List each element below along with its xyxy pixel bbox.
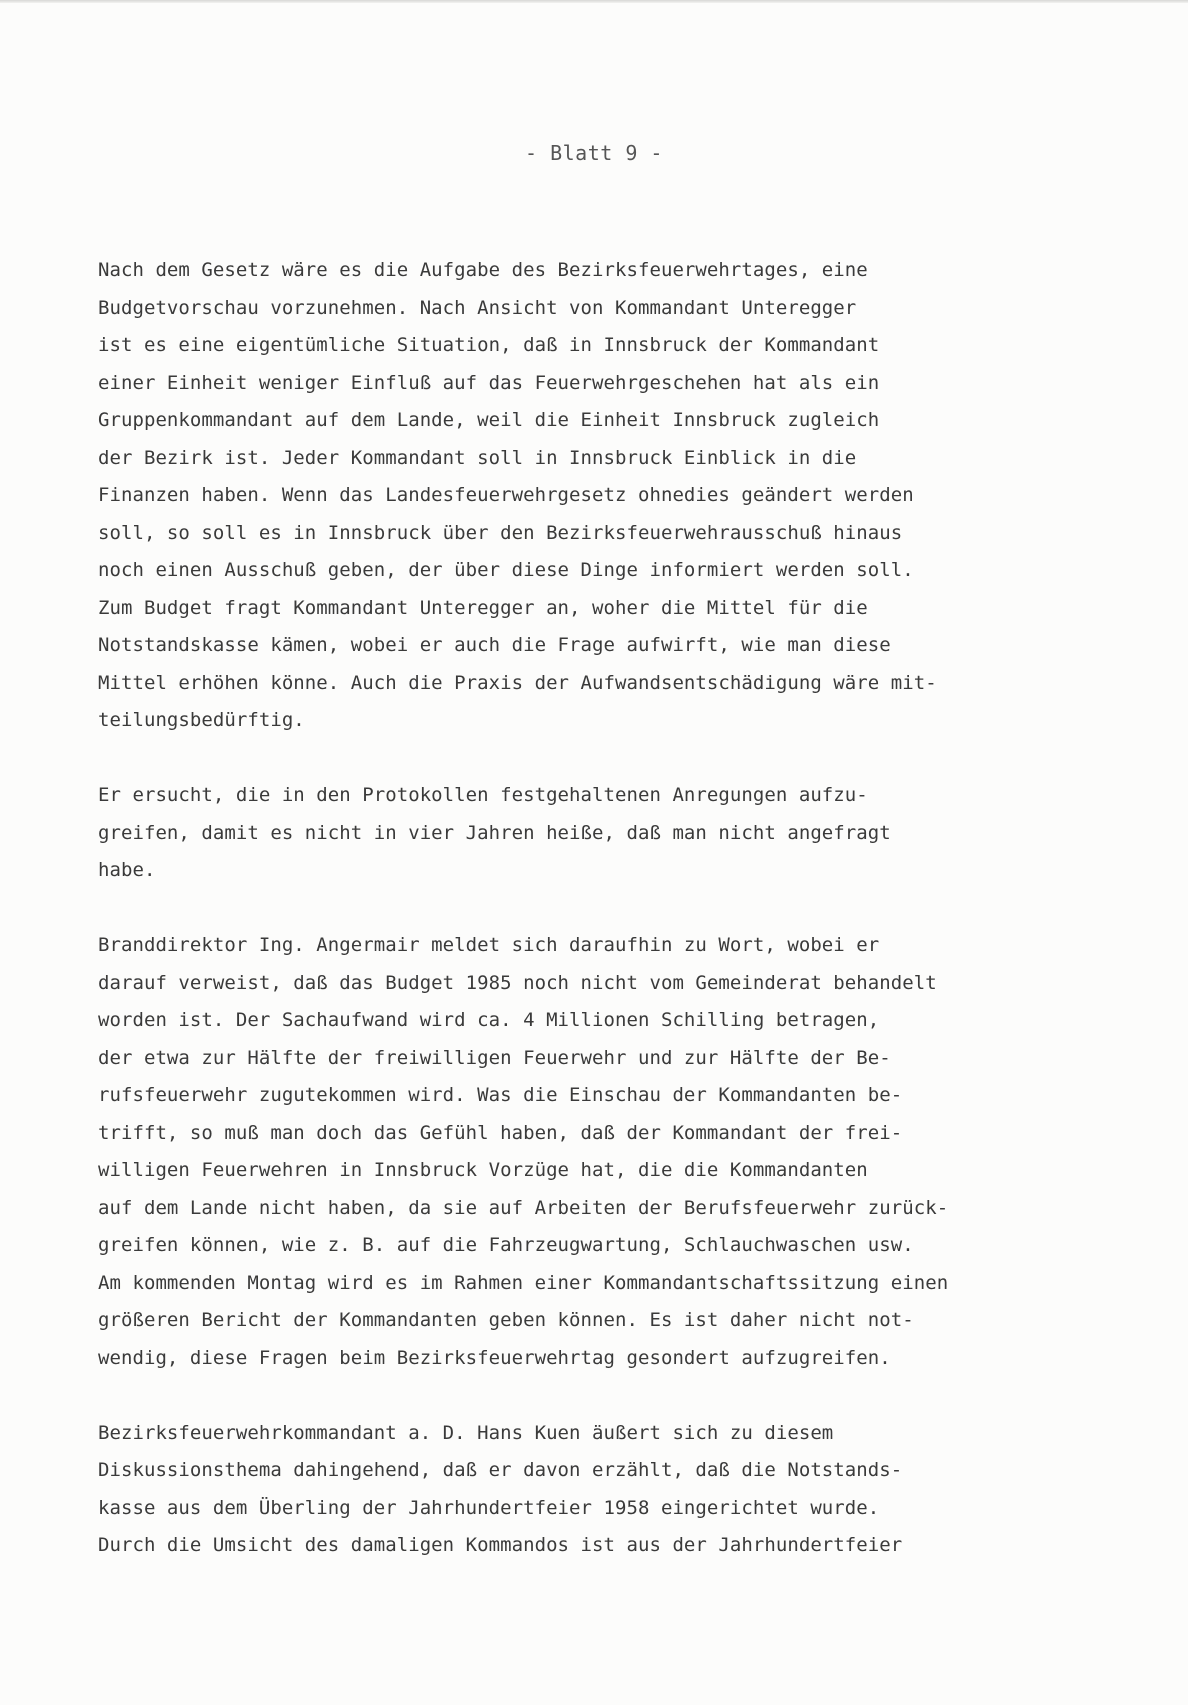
text-line: noch einen Ausschuß geben, der über diese Dinge informiert werden soll. [98,559,914,581]
text-line: Gruppenkommandant auf dem Lande, weil die Einheit Innsbruck zugleich [98,409,880,431]
text-line: Branddirektor Ing. Angermair meldet sich daraufhin zu Wort, wobei er [98,934,880,956]
text-line: Zum Budget fragt Kommandant Unteregger an, woher die Mittel für die [98,596,868,619]
text-line: Diskussionsthema dahingehend, daß er davon erzählt, daß die Notstands- [98,1459,903,1481]
paragraph-hans-kuen [98,1415,1118,1565]
text-line: habe. [98,859,156,881]
text-line: worden ist. Der Sachaufwand wird ca. 4 Millionen Schilling betragen, [98,1009,880,1031]
text-line: teilungsbedürftig. [98,709,305,731]
paragraph-request [98,777,1118,890]
text-line: greifen, damit es nicht in vier Jahren heiße, daß man nicht angefragt [98,821,891,844]
text-line: greifen können, wie z. B. auf die Fahrzeugwartung, Schlauchwaschen usw. [98,1234,914,1256]
text-line: Durch die Umsicht des damaligen Kommandos ist aus der Jahrhundertfeier [98,1534,903,1556]
text-line: darauf verweist, daß das Budget 1985 noch nicht vom Gemeinderat behandelt [98,971,937,994]
text-line: auf dem Lande nicht haben, da sie auf Arbeiten der Berufsfeuerwehr zurück- [98,1196,949,1219]
text-line: ist es eine eigentümliche Situation, daß in Innsbruck der Kommandant [98,334,880,356]
text-line: Finanzen haben. Wenn das Landesfeuerwehrgesetz ohnedies geändert werden [98,484,914,506]
text-line: einer Einheit weniger Einfluß auf das Feuerwehrgeschehen hat als ein [98,371,880,394]
text-line: Budgetvorschau vorzunehmen. Nach Ansicht von Kommandant Unteregger [98,296,857,319]
text-line: der etwa zur Hälfte der freiwilligen Feuerwehr und zur Hälfte der Be- [98,1046,891,1069]
body-text [98,252,1118,1565]
text-line: der Bezirk ist. Jeder Kommandant soll in Innsbruck Einblick in die [98,446,857,469]
page-top-edge [0,0,1188,3]
paragraph-gap [98,740,1118,778]
text-line: willigen Feuerwehren in Innsbruck Vorzüge hat, die die Kommandanten [98,1159,868,1181]
text-line: trifft, so muß man doch das Gefühl haben, daß der Kommandant der frei- [98,1121,903,1144]
text-line: Bezirksfeuerwehrkommandant a. D. Hans Kuen äußert sich zu diesem [98,1421,834,1444]
page-header: - Blatt 9 - [525,141,663,165]
text-line: Am kommenden Montag wird es im Rahmen einer Kommandantschaftssitzung einen [98,1271,949,1294]
paragraph-budget-preview [98,252,1118,740]
text-line: größeren Bericht der Kommandanten geben können. Es ist daher nicht not- [98,1309,914,1331]
text-line: Notstandskasse kämen, wobei er auch die Frage aufwirft, wie man diese [98,634,891,656]
text-line: Mittel erhöhen könne. Auch die Praxis der Aufwandsentschädigung wäre mit- [98,671,937,694]
text-line: Er ersucht, die in den Protokollen festgehaltenen Anregungen aufzu- [98,784,868,806]
text-line: Nach dem Gesetz wäre es die Aufgabe des Bezirksfeuerwehrtages, eine [98,259,868,281]
paragraph-gap [98,890,1118,928]
text-line: kasse aus dem Überling der Jahrhundertfeier 1958 eingerichtet wurde. [98,1496,880,1519]
text-line: wendig, diese Fragen beim Bezirksfeuerwehrtag gesondert aufzugreifen. [98,1346,891,1369]
text-line: rufsfeuerwehr zugutekommen wird. Was die Einschau der Kommandanten be- [98,1084,903,1106]
text-line: soll, so soll es in Innsbruck über den Bezirksfeuerwehrausschuß hinaus [98,521,903,544]
paragraph-branddirektor [98,927,1118,1377]
paragraph-gap [98,1377,1118,1415]
